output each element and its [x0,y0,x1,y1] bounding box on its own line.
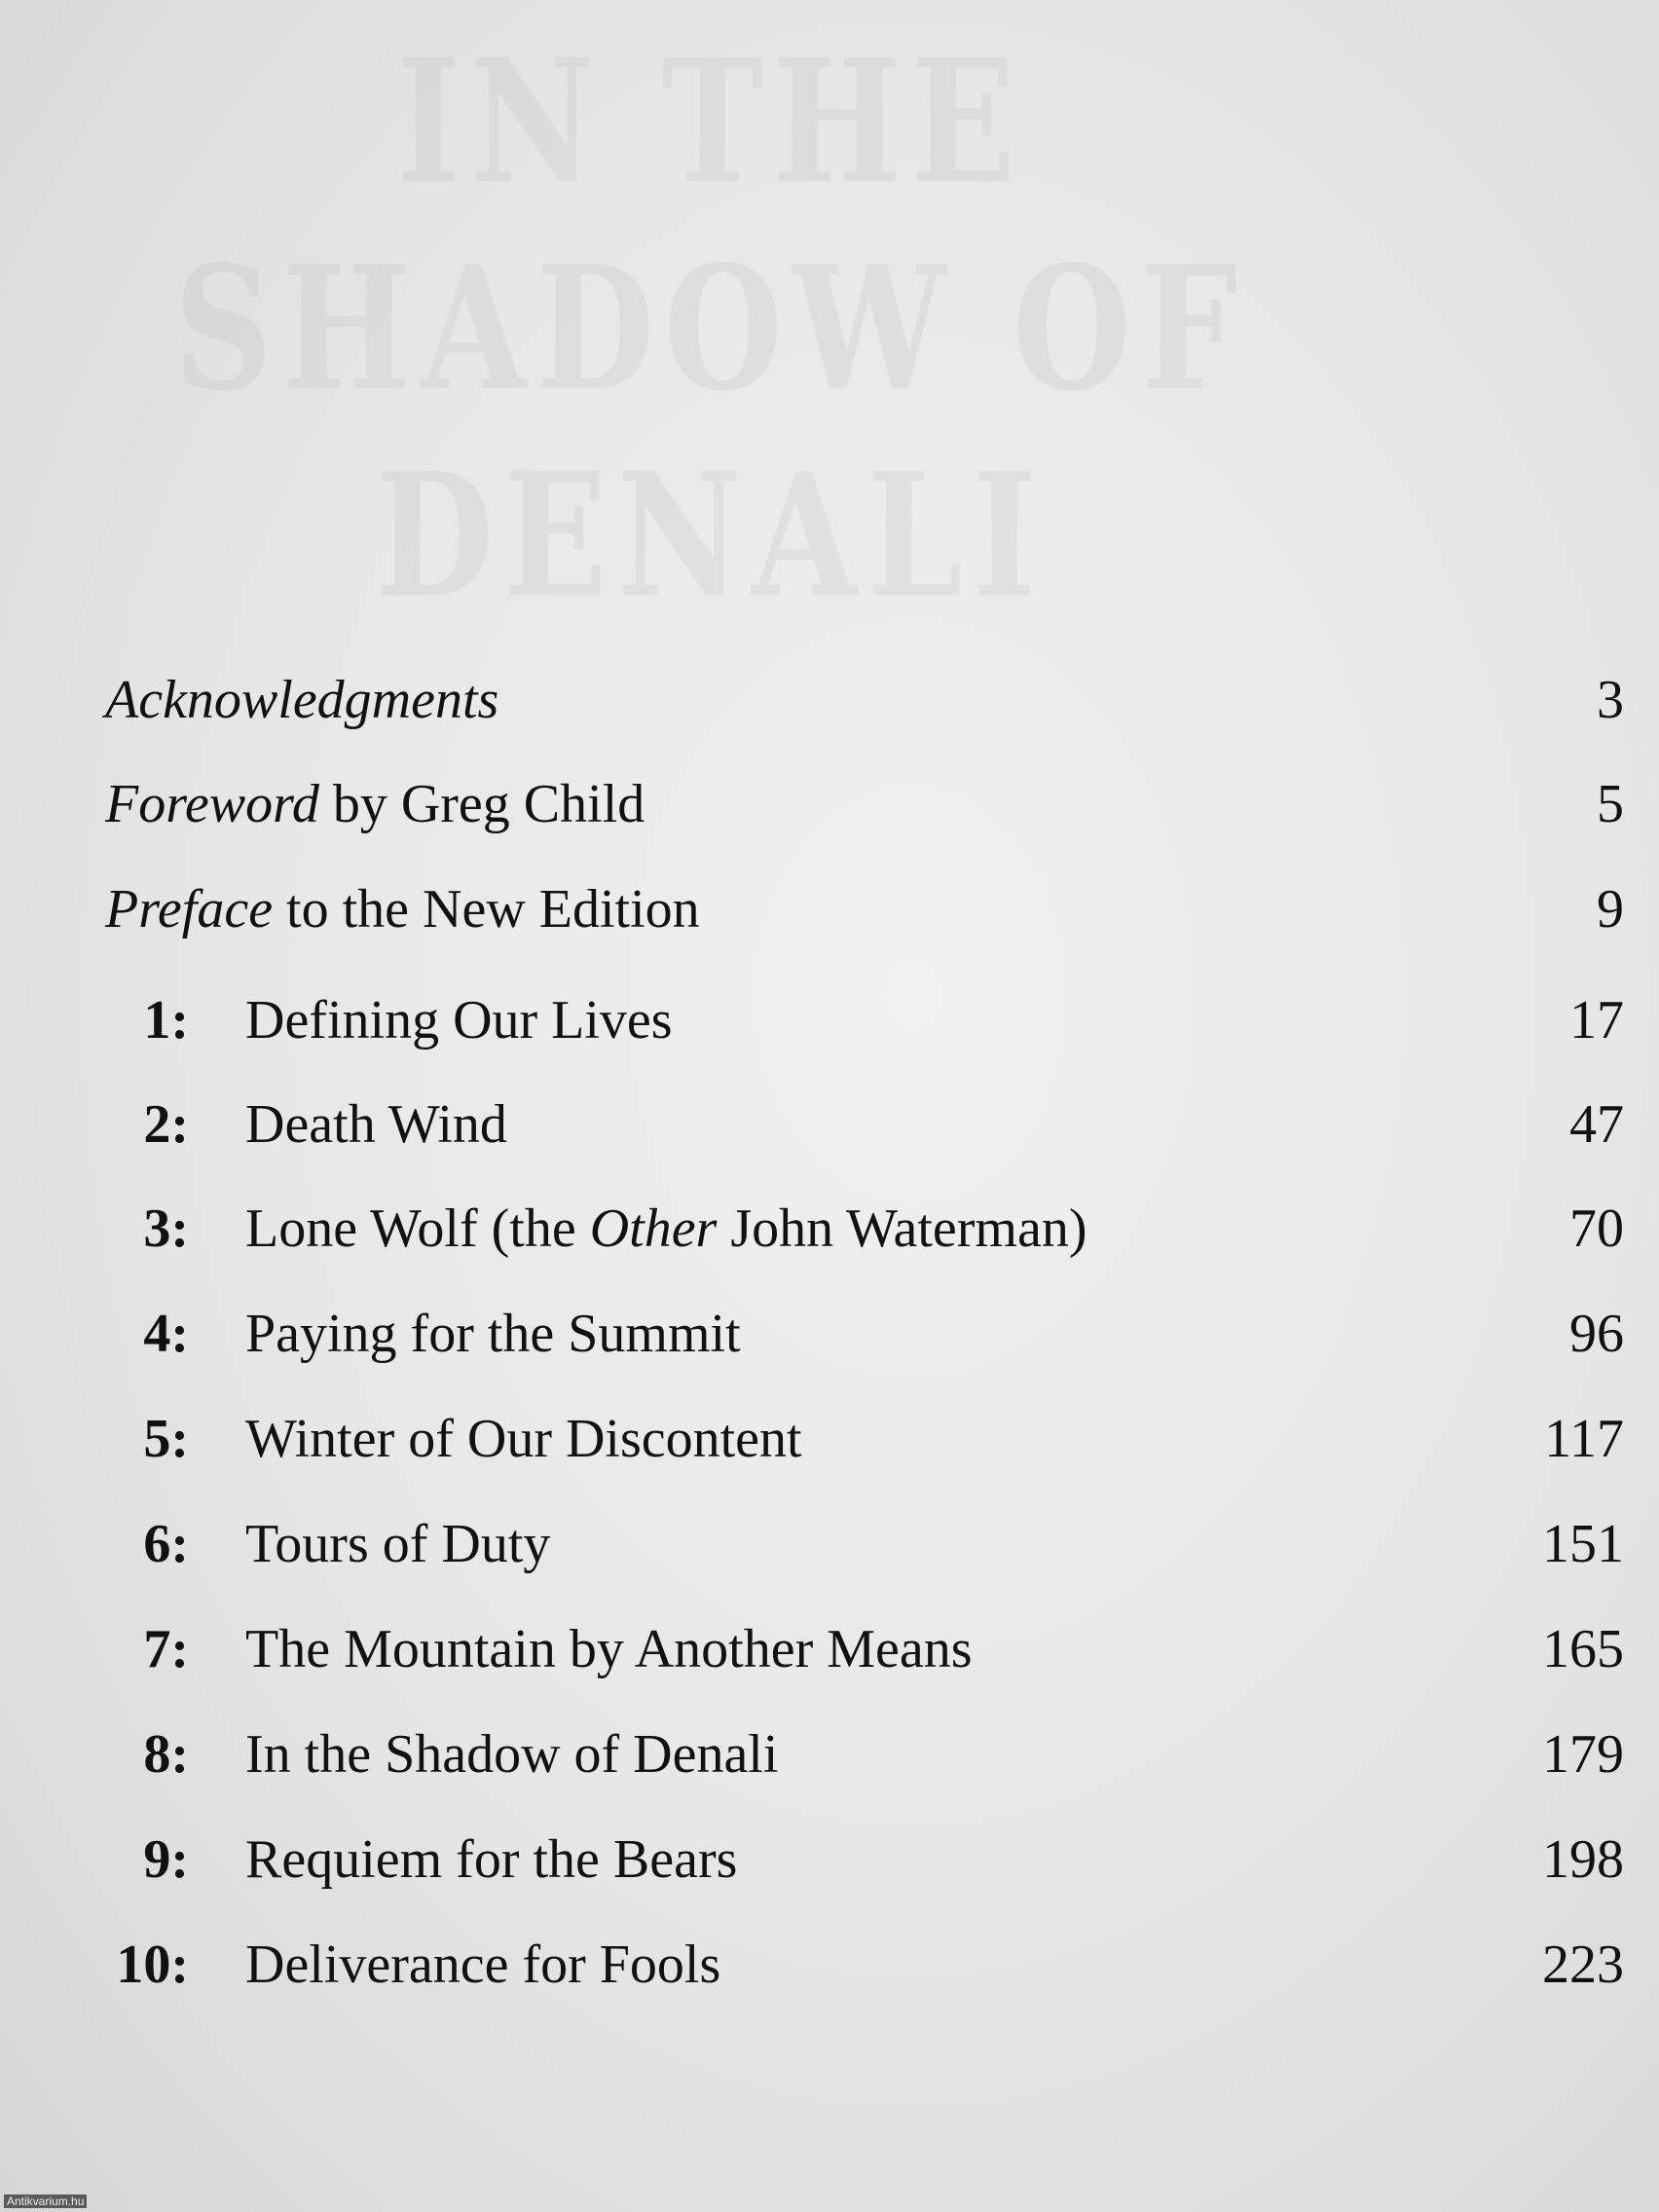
toc-chapter-9 [0,1821,1659,1899]
toc-chapter-4 [0,1295,1659,1373]
toc-entry-label-italic: Acknowledgments [105,670,499,730]
chapter-title: Death Wind [245,1094,507,1155]
chapter-page: 223 [1542,1935,1624,1995]
chapter-number: 6: [143,1514,189,1574]
bleed-title-line [0,19,1421,227]
toc-chapter-2 [0,1086,1659,1163]
toc-entry-label [105,765,645,843]
chapter-title: Paying for the Summit [245,1304,741,1364]
bleed-title-line [0,227,1421,434]
chapter-title-before: Lone Wolf (the [245,1198,590,1259]
chapter-page: 17 [1569,990,1624,1051]
chapter-page: 70 [1569,1198,1624,1259]
toc-chapter-7 [0,1610,1659,1688]
toc-chapter-6 [0,1505,1659,1583]
bleed-title-line [0,433,1421,641]
chapter-page: 198 [1542,1829,1624,1890]
chapter-title-after: John Waterman) [717,1198,1088,1259]
chapter-title: The Mountain by Another Means [245,1619,973,1679]
toc-entry-preface [0,870,1659,948]
chapter-number: 1: [143,990,189,1051]
chapter-number: 7: [143,1619,189,1679]
toc-entry-page: 5 [1597,774,1624,834]
chapter-number: 2: [143,1094,189,1155]
chapter-title: Defining Our Lives [245,990,673,1051]
chapter-number: 10: [116,1935,189,1995]
toc-entry-label-rest: to the New Edition [273,879,700,940]
toc-entry-acknowledgments [0,661,1659,739]
bleed-through-title [0,19,1421,641]
chapter-page: 117 [1544,1409,1624,1469]
chapter-title: Requiem for the Bears [245,1829,738,1890]
chapter-page: 165 [1542,1619,1624,1679]
source-watermark: Antikvarium.hu [4,2194,87,2208]
toc-entry-label [105,870,700,948]
chapter-number: 3: [143,1198,189,1259]
chapter-number: 5: [143,1409,189,1469]
toc-entry-foreword [0,765,1659,843]
chapter-page: 96 [1569,1304,1624,1364]
chapter-number: 8: [143,1724,189,1785]
toc-chapter-8 [0,1715,1659,1793]
chapter-title: Winter of Our Discontent [245,1409,802,1469]
chapter-page: 151 [1542,1514,1624,1574]
chapter-title: Deliverance for Fools [245,1935,721,1995]
chapter-number: 9: [143,1829,189,1890]
chapter-title: In the Shadow of Denali [245,1724,779,1785]
toc-entry-label-italic: Foreword [105,774,319,834]
chapter-title [245,1190,1088,1268]
toc-chapter-5 [0,1400,1659,1478]
toc-chapter-1 [0,981,1659,1059]
chapter-title-italic: Other [589,1198,718,1259]
toc-entry-label-rest: by Greg Child [318,774,645,834]
toc-entry-page: 3 [1597,670,1624,730]
toc-entry-page: 9 [1597,879,1624,940]
toc-entry-label-italic: Preface [105,879,274,940]
toc-chapter-3 [0,1190,1659,1268]
chapter-title: Tours of Duty [245,1514,551,1574]
chapter-page: 179 [1542,1724,1624,1785]
chapter-number: 4: [143,1304,189,1364]
chapter-page: 47 [1569,1094,1624,1155]
toc-entry-label [105,661,498,739]
toc-chapter-10 [0,1926,1659,2004]
